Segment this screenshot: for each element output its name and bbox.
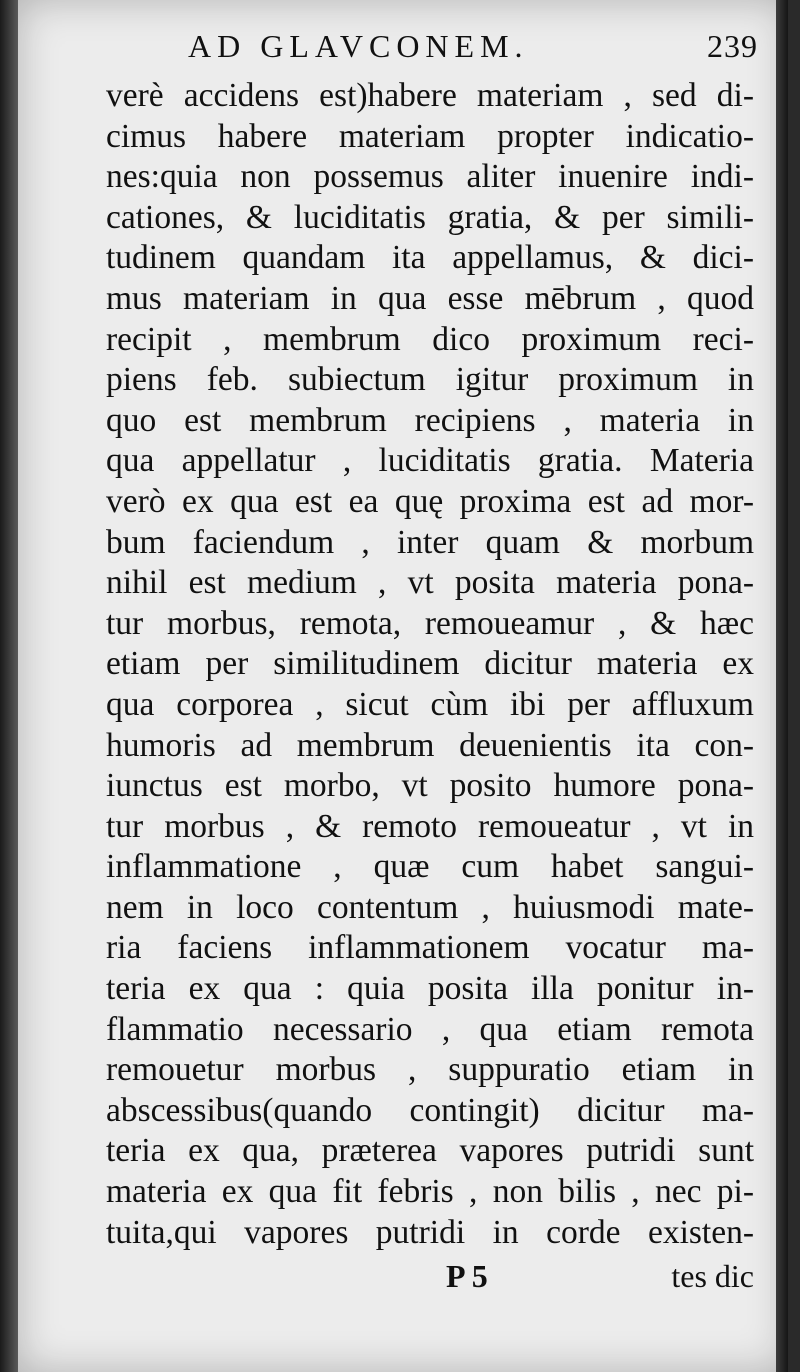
text-line: flammatio necessario , qua etiam remota xyxy=(106,1010,754,1048)
text-line: mus materiam in qua esse mēbrum , quod xyxy=(106,279,754,317)
binding-shadow xyxy=(0,0,18,1372)
text-line: cimus habere materiam propter indicatio- xyxy=(106,117,754,155)
page-number: 239 xyxy=(707,28,758,64)
text-line: recipit , membrum dico proximum reci- xyxy=(106,320,754,358)
text-line: nihil est medium , vt posita materia pona- xyxy=(106,564,754,602)
text-line: remouetur morbus , suppuratio etiam in xyxy=(106,1051,754,1089)
text-line: iunctus est morbo, vt posito humore pona- xyxy=(106,767,754,805)
text-line: tur morbus, remota, remoueamur , & hæc xyxy=(106,604,754,642)
text-line: verò ex qua est ea quę proxima est ad mor- xyxy=(106,482,754,520)
text-line: teria ex qua, præterea vapores putridi sunt xyxy=(106,1132,754,1170)
text-line: tuita,qui vapores putridi in corde existen- xyxy=(106,1213,754,1251)
text-line: abscessibus(quando contingit) dicitur ma- xyxy=(106,1091,754,1129)
text-line: nem in loco contentum , huiusmodi mate- xyxy=(106,888,754,926)
text-line: humoris ad membrum deuenientis ita con- xyxy=(106,726,754,764)
page-footer xyxy=(106,1250,754,1294)
text-line: qua corporea , sicut cùm ibi per affluxum xyxy=(106,685,754,723)
text-line: materia ex qua fit febris , non bilis , nec pi- xyxy=(106,1173,754,1211)
text-line: qua appellatur , luciditatis gratia. Materia xyxy=(106,442,754,480)
book-page xyxy=(18,0,788,1372)
page-edge-shadow xyxy=(776,0,788,1372)
page-header xyxy=(168,28,788,68)
text-line: bum faciendum , inter quam & morbum xyxy=(106,523,754,561)
body-text xyxy=(106,76,754,1253)
running-head: AD GLAVCONEM. xyxy=(188,28,529,64)
signature-mark: P 5 xyxy=(446,1258,488,1294)
catchword: tes dic xyxy=(671,1258,754,1294)
text-line: teria ex qua : quia posita illa ponitur in- xyxy=(106,970,754,1008)
text-line: nes:quia non possemus aliter inuenire indi- xyxy=(106,158,754,196)
text-line: verè accidens est)habere materiam , sed di- xyxy=(106,77,754,114)
text-line: etiam per similitudinem dicitur materia ex xyxy=(106,645,754,683)
text-line: inflammatione , quæ cum habet sangui- xyxy=(106,848,754,886)
text-line: tudinem quandam ita appellamus, & dici- xyxy=(106,239,754,277)
text-line: tur morbus , & remoto remoueatur , vt in xyxy=(106,807,754,845)
text-line: cationes, & luciditatis gratia, & per simili- xyxy=(106,198,754,236)
text-line: ria faciens inflammationem vocatur ma- xyxy=(106,929,754,967)
text-line: piens feb. subiectum igitur proximum in xyxy=(106,361,754,399)
text-line: quo est membrum recipiens , materia in xyxy=(106,401,754,439)
